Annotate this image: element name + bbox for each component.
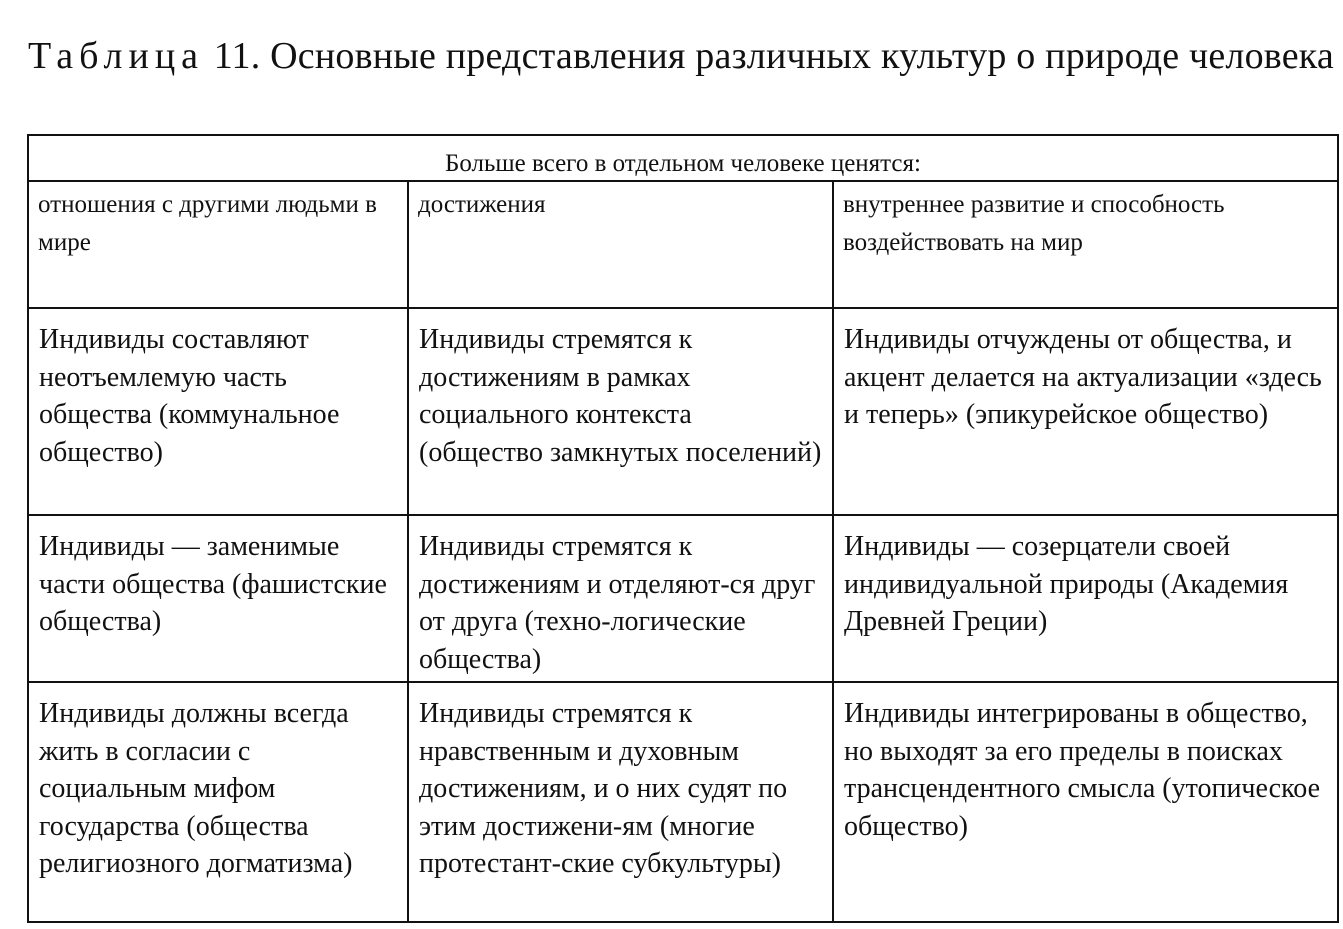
table-title [28,32,1338,80]
table-cell: Индивиды интегрированы в общество, но выходят за его пределы в поисках трансцендентного смысла (утопическое общество) [833,682,1338,922]
table-title-text: 11. Основные представления различных культур о природе человека [213,35,1334,77]
column-header-inner-development: внутреннее развитие и способность воздействовать на мир [833,181,1338,308]
table-header-text: Больше всего в отдельном человеке ценятся: [445,150,921,177]
values-table [27,134,1339,923]
table-header-row [28,135,1338,181]
table-cell: Индивиды стремятся к достижениям в рамках социального контекста (общество замкнутых поселений) [408,308,833,515]
table-cell: Индивиды стремятся к нравственным и духовным достижениям, и о них судят по этим достижени-ям (многие протестант-ские субкультуры) [408,682,833,922]
table-cell: Индивиды отчуждены от общества, и акцент делается на актуализации «здесь и теперь» (эпикурейское общество) [833,308,1338,515]
table-cell: Индивиды составляют неотъемлемую часть общества (коммунальное общество) [28,308,408,515]
table-cell: Индивиды — заменимые части общества (фашистские общества) [28,515,408,682]
column-headers-row [28,181,1338,308]
table-cell: Индивиды стремятся к достижениям и отделяют-ся друг от друга (техно-логические общества) [408,515,833,682]
table-cell: Индивиды — созерцатели своей индивидуальной природы (Академия Древней Греции) [833,515,1338,682]
table-header-cell [28,135,1338,181]
table-row [28,682,1338,922]
table-label: Таблица [28,35,205,77]
table-row [28,308,1338,515]
column-header-relations: отношения с другими людьми в мире [28,181,408,308]
column-header-achievements: достижения [408,181,833,308]
table-cell: Индивиды должны всегда жить в согласии с социальным мифом государства (общества религиозного догматизма) [28,682,408,922]
table-row [28,515,1338,682]
